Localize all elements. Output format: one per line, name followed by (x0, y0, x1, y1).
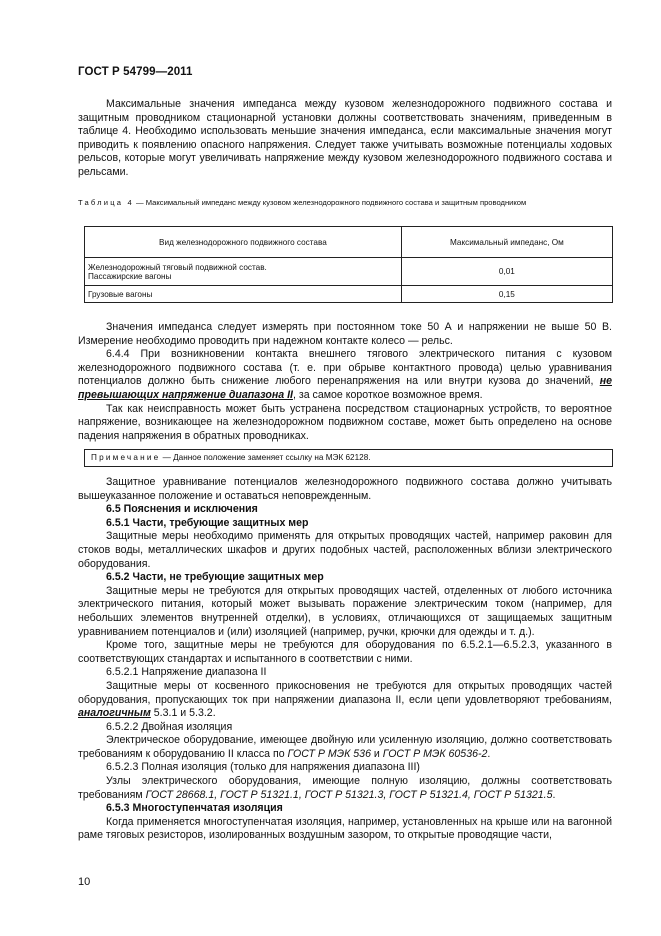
fault-paragraph: Так как неисправность может быть устранена посредством стационарных устройств, то вероятное напряжение, возникающее на железнодорожном подвижном составе, может быть определено на основе падения напряжения в обратных проводниках. (78, 402, 612, 442)
note-text: — Данное положение заменяет ссылку на МЭК 62128. (160, 453, 371, 462)
section-6-5-1-heading: 6.5.1 Части, требующие защитных мер (106, 516, 309, 529)
section-6-5-3-heading: 6.5.3 Многоступенчатая изоляция (106, 802, 283, 815)
table-cell-kind-line2: Пассажирские вагоны (88, 271, 172, 281)
measurement-block (78, 321, 612, 443)
main-body-block (78, 476, 612, 843)
section-6-5-2-3-text-b: . (552, 788, 556, 801)
table-header-row (85, 227, 613, 258)
page-number: 10 (78, 876, 91, 888)
table-cell-kind (85, 258, 402, 286)
section-6-5-2-1-text-b: 5.3.1 и 5.3.2. (150, 707, 216, 720)
section-6-5-2-2-paragraph (78, 734, 612, 761)
section-6-5-2-paragraph-b: Кроме того, защитные меры не требуются для оборудования по 6.5.2.1—6.5.2.3, указанного в соответствующих стандартах и испытанного в соответствии с ними. (78, 639, 612, 665)
table-cell-value: 0,01 (401, 258, 612, 286)
clause-644-text-a: 6.4.4 При возникновении контакта внешнего тягового электрического питания с кузовом железнодорожного подвижного состава (т. е. при обрыве контактного провода) целью уравнивания потенциалов должно быть снижение любого перенапряжения на или внутри кузова до значений, (78, 348, 612, 388)
note-lead: Примечание (91, 453, 161, 462)
section-6-5-2-heading: 6.5.2 Части, не требующие защитных мер (106, 571, 324, 584)
section-6-5-2-1-heading: 6.5.2.1 Напряжение диапазона II (106, 666, 267, 679)
clause-644-text-b: , за самое короткое возможное время. (292, 388, 483, 401)
section-6-5-2-1-text-a: Защитные меры от косвенного прикосновения не требуются для открытых проводящих частей оборудования, пропускающих ток при напряжении диапазона II, если цепи удовлетворяют требованиям, (78, 679, 612, 706)
section-6-5-2-2-text-a: Электрическое оборудование, имеющее двойную или усиленную изоляцию, должно соответствовать требованиям к оборудованию II класса по (78, 734, 612, 760)
table-cell-kind: Грузовые вагоны (85, 286, 402, 303)
section-6-5-3-paragraph: Когда применяется многоступенчатая изоляция, например, установленных на крыше или на вагонной раме тяговых резисторов, изолированных воздушным зазором, то открытые проводящие части, (78, 815, 612, 842)
section-6-5-2-2-std-2: ГОСТ Р МЭК 60536-2 (382, 747, 488, 760)
section-6-5-2-paragraph-a: Защитные меры не требуются для открытых проводящих частей, отделенных от любого источника электрического питания, который может вызывать поражение электрическим током (например, для небольших элементов внутренней отделки), в условиях, отличающихся от защищаемых защитным уравниванием потенциалов и (или) изоляцией (например, ручки, крючки для одежды и т. д.). (78, 584, 612, 638)
section-6-5-2-2-text-b: . (487, 747, 491, 760)
clause-644-paragraph (78, 348, 612, 402)
section-6-5-2-2-heading: 6.5.2.2 Двойная изоляция (106, 720, 233, 733)
intro-paragraph: Максимальные значения импеданса между кузовом железнодорожного подвижного состава и защитным проводником стационарной установки должны соответствовать значениям, приведенным в таблице 4. Необходимо использовать меньшие значения импеданса, если максимальные значения могут приводить к появлению опасного напряжения. Следует также учитывать возможные потенциалы ходовых рельсов, которые могут увеличивать напряжение между кузовом железнодорожного подвижного состава и рельсами. (78, 98, 612, 178)
table-caption-text: — Максимальный импеданс между кузовом железнодорожного подвижного состава и защитным проводником (133, 198, 527, 207)
table-caption (78, 198, 612, 208)
protective-paragraph: Защитное уравнивание потенциалов железнодорожного подвижного состава должно учитывать вышеуказанное положение и оставаться неповрежденным. (78, 476, 612, 502)
table-cell-value: 0,15 (401, 286, 612, 303)
section-6-5-2-3-text-a: Узлы электрического оборудования, имеющие полную изоляцию, должны соответствовать требованиям (78, 775, 612, 801)
table-row (85, 258, 613, 286)
section-6-5-2-3-heading: 6.5.2.3 Полная изоляция (только для напряжения диапазона III) (106, 761, 420, 774)
impedance-table (84, 226, 613, 303)
table-header-kind: Вид железнодорожного подвижного состава (85, 227, 402, 258)
table-cell-kind-line1: Железнодорожный тяговый подвижной состав. (88, 262, 267, 272)
section-6-5-2-1-emphasis: аналогичным (78, 707, 151, 720)
section-6-5-2-2-text-m: и (370, 747, 383, 760)
standard-header: ГОСТ Р 54799—2011 (78, 66, 193, 78)
section-6-5-2-1-paragraph (78, 680, 612, 721)
table-caption-lead: Таблица 4 (78, 198, 134, 207)
section-6-5-2-3-standards: ГОСТ 28668.1, ГОСТ Р 51321.1, ГОСТ Р 51321.3, ГОСТ Р 51321.4, ГОСТ Р 51321.5 (145, 788, 553, 801)
table-header-impedance: Максимальный импеданс, Ом (401, 227, 612, 258)
clause-644-emphasis: не превышающих напряжение диапазона II (78, 375, 612, 401)
section-6-5-2-2-std-1: ГОСТ Р МЭК 536 (287, 747, 371, 760)
section-6-5-heading: 6.5 Пояснения и исключения (106, 503, 258, 516)
measurement-paragraph: Значения импеданса следует измерять при постоянном токе 50 А и напряжении не выше 50 В. Измерение необходимо проводить при надежном контакте колесо — рельс. (78, 321, 612, 347)
section-6-5-1-paragraph: Защитные меры необходимо применять для открытых проводящих частей, например раковин для стоков воды, металлических шкафов и других подобных частей, расположенных вблизи электрического оборудования. (78, 530, 612, 570)
intro-block (78, 98, 612, 180)
section-6-5-2-3-paragraph (78, 775, 612, 802)
table-row (85, 286, 613, 303)
note-box (84, 449, 613, 467)
